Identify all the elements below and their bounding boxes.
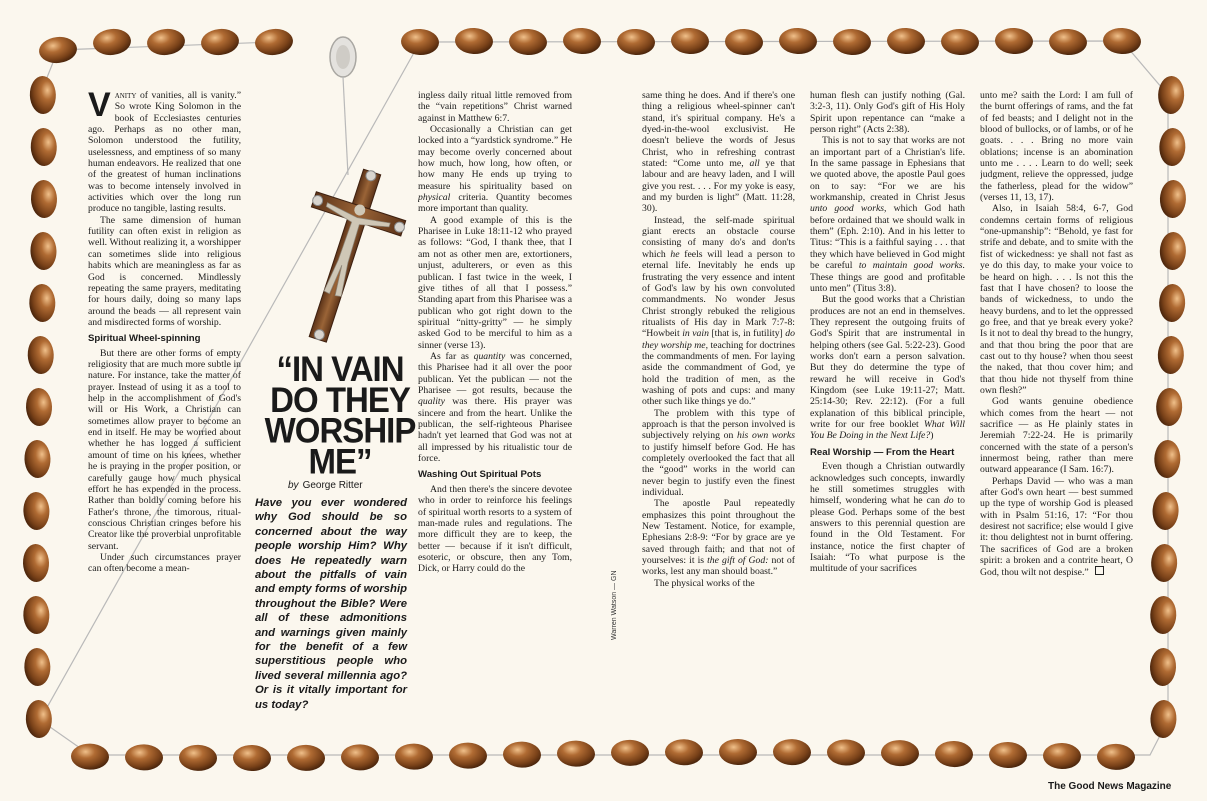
subheading: Real Worship — From the Heart bbox=[810, 446, 955, 458]
text-column-5 bbox=[980, 90, 1133, 725]
rosary-bead bbox=[827, 739, 866, 766]
rosary-bead bbox=[616, 28, 655, 56]
rosary-bead bbox=[27, 336, 54, 375]
rosary-bead bbox=[665, 739, 704, 766]
rosary-bead bbox=[449, 742, 488, 769]
paragraph: human flesh can justify nothing (Gal. 3:2-3, 11). Only God's gift of His Holy Spirit upon repentance can “make a person right” (Acts 2:38). bbox=[810, 90, 965, 136]
rosary-bead bbox=[1159, 232, 1186, 271]
rosary-bead bbox=[30, 128, 57, 167]
rosary-bead bbox=[71, 743, 110, 770]
rosary-medal-icon bbox=[330, 37, 356, 77]
rosary-bead bbox=[1157, 76, 1184, 115]
subheading: Spiritual Wheel-spinning bbox=[88, 333, 201, 345]
paragraph: Also, in Isaiah 58:4, 6-7, God condemns certain forms of religious “one-upmanship”: “Behold, ye fast for strife and debate, and to smite with the fist of wickedness: ye shall not fast as ye do this day, to make your voice to be heard on high. . . . Is not this the fast that I have chosen? to loose the bands of wickedness, to undo the heavy burdens, and to let the oppressed go free, and that ye break every yoke? Is it not to deal thy bread to the hungry, and that thou bring the poor that are cast out to thy house? when thou seest the naked, that thou cover him; and that thou hide not thyself from thine own flesh?” bbox=[980, 203, 1133, 396]
paragraph: This is not to say that works are not an important part of a Christian's life. In the same passage in Ephesians that we quoted above, the apostle Paul goes on to say: “For we are his workmanship, created in Christ Jesus unto good works, which God hath before ordained that we should walk in them” (Eph. 2:10). And in his letter to Titus: “This is a faithful saying . . . that they which have believed in God might be careful to maintain good works. These things are good and profitable unto men” (Titus 3:8). bbox=[810, 135, 965, 294]
paragraph: Perhaps David — who was a man after God's own heart — best summed up the type of worship God is pleased with in Psalm 51:16, 17: “For thou desirest not sacrifice; else would I give it: thou delightest not in burnt offering. The sacrifices of God are a broken spirit: a broken and a contrite heart, O God, thou wilt not despise.” bbox=[980, 475, 1133, 579]
paragraph: same thing he does. And if there's one thing a religious wheel-spinner can't stand, it's spiritual company. He's a dyed-in-the-wool exclusivist. He doesn't believe the words of Jesus Christ, who in refreshing contrast stated: “Come unto me, all ye that labour and are heavy laden, and I will give you rest. . . . For my yoke is easy, and my burden is light” (Matt. 11:28, 30). bbox=[642, 90, 795, 215]
paragraph: Occasionally a Christian can get locked into a “yardstick syndrome.” He may become overly concerned about how much, how long, how often, or how many He ends up trying to measure his spirituality based on physical criteria. Quantity becomes more important than quality. bbox=[418, 124, 572, 215]
paragraph: ingless daily ritual little removed from the “vain repetitions” Christ warned against in Matthew 6:7. bbox=[418, 90, 572, 124]
rosary-bead bbox=[1159, 180, 1186, 219]
rosary-bead bbox=[1102, 27, 1141, 55]
rosary-bead bbox=[1048, 28, 1087, 56]
crucifix-icon bbox=[272, 156, 418, 354]
rosary-bead bbox=[557, 740, 596, 767]
paragraph: unto me? saith the Lord: I am full of the burnt offerings of rams, and the fat of fed beasts; and I delight not in the blood of bullocks, or of lambs, or of he goats. . . . Bring no more vain oblations; incense is an abomination unto me . . . . Learn to do well; seek judgment, relieve the oppressed, judge the fatherless, plead for the widow” (verses 11, 13, 17). bbox=[980, 90, 1133, 204]
rosary-bead bbox=[92, 27, 133, 57]
rosary-bead bbox=[881, 740, 920, 767]
rosary-bead bbox=[935, 740, 974, 767]
rosary-bead bbox=[773, 738, 812, 765]
text-column-2 bbox=[418, 90, 572, 720]
rosary-bead bbox=[1150, 544, 1177, 583]
rosary-bead bbox=[1097, 743, 1136, 770]
paragraph: Even though a Christian outwardly acknowledges such concepts, inwardly he still sometimes struggles with himself, wondering what he can do to please God. Perhaps some of the best answers to this perennial question are found in the Old Testament. For instance, notice the first chapter of Isaiah: “To what purpose is the multitude of your sacrifices bbox=[810, 461, 965, 575]
paragraph: The apostle Paul repeatedly emphasizes this point throughout the New Testament. Notice, for example, Ephesians 2:8-9: “For by grace are ye saved through faith; and that not of yourselves: it is the gift of God: not of works, lest any man should boast.” bbox=[642, 498, 795, 578]
rosary-bead bbox=[886, 27, 925, 55]
rosary-bead bbox=[778, 27, 817, 55]
rosary-bead bbox=[508, 28, 547, 56]
rosary-bead bbox=[1158, 284, 1185, 323]
paragraph: The same dimension of human futility can often exist in religion as well. Without realizing it, a worshipper can sometimes slide into religious habits which are meaningless as far as God is concerned. Mindlessly repeating the same prayers, meditating for hours daily, doing so many laps around the beads — all represent vain and misdirected forms of worship. bbox=[88, 214, 241, 328]
paragraph: The problem with this type of approach is that the person involved is subjectively relying on his own works to justify himself before God. He has completely overlooked the fact that all the “good” works in the world can never begin to justify even the finest individual. bbox=[642, 407, 795, 499]
rosary-bead bbox=[146, 27, 187, 57]
rosary-bead bbox=[989, 741, 1028, 768]
text-column-4 bbox=[810, 90, 965, 725]
rosary-bead bbox=[341, 744, 380, 771]
rosary-bead bbox=[38, 35, 79, 65]
rosary-bead bbox=[670, 27, 709, 55]
photo-credit: Warren Watson — GN bbox=[611, 570, 618, 640]
rosary-bead bbox=[23, 492, 50, 531]
drop-cap: V bbox=[88, 90, 111, 124]
rosary-bead bbox=[400, 28, 439, 56]
rosary-bead bbox=[1150, 700, 1177, 739]
end-mark-icon bbox=[1095, 566, 1104, 575]
rosary-bead bbox=[254, 27, 295, 57]
paragraph: But there are other forms of empty religiosity that are much more subtle in nature. For instance, take the matter of prayer. Instead of using it as a tool to help in the accomplishment of God's will or His Work, a Christian can sometimes allow prayer to become an end in itself. He may be worried about whether he has logged a sufficient amount of time on his knees, whether he is praying in the proper position, or carefully gauge how much physical effort he has expended in the process. Rather than boldly coming before his Father's throne, the timorous, ritual-conscious Christian cringes before his Creator like the proverbial unprofitable servant. bbox=[88, 347, 241, 552]
rosary-bead bbox=[562, 27, 601, 55]
rosary-bead bbox=[22, 544, 49, 583]
text-column-1 bbox=[88, 90, 241, 720]
rosary-bead bbox=[30, 180, 57, 219]
rosary-bead bbox=[1154, 440, 1181, 479]
paragraph: As far as quantity was concerned, this Pharisee had it all over the poor publican. Yet the publican — not the Pharisee — got results, because the quality was there. His prayer was sincere and from the heart. Unlike the publican, the self-righteous Pharisee hadn't yet learned that God was not at all impressed by his ritualistic tour de force. bbox=[418, 350, 572, 464]
rosary-bead bbox=[24, 440, 51, 479]
article-deck: Have you ever wondered why God should be so concerned about the way people worship Him? Why does He repeatedly warn about the pitfalls of vain and empty forms of worship throughout the Bible? Were all of these admonitions and warnings given mainly for the benefit of a few superstitious people who lived several millennia ago? Or is it vitally important for us today? bbox=[255, 497, 407, 711]
article-title: “IN VAIN DO THEY WORSHIP ME” bbox=[264, 349, 416, 481]
paragraph: God wants genuine obedience which comes from the heart — not sacrifice — as He plainly states in Jeremiah 7:22-24. He is primarily concerned with the state of a person's innermost being, rather than mere outward appearance (I Sam. 16:7). bbox=[980, 396, 1133, 476]
text-column-3 bbox=[642, 90, 795, 725]
magazine-name: The Good News Magazine bbox=[1048, 781, 1172, 792]
rosary-bead bbox=[1159, 128, 1186, 167]
rosary-bead bbox=[724, 28, 763, 56]
rosary-bead bbox=[200, 27, 241, 57]
subheading: Washing Out Spiritual Pots bbox=[418, 469, 542, 481]
rosary-bead bbox=[454, 27, 493, 55]
rosary-bead bbox=[29, 76, 56, 115]
author-name: George Ritter bbox=[302, 480, 363, 491]
paragraph: And then there's the sincere devotee who in order to reinforce his feelings of spiritual worth resorts to a system of man-made rules and regulations. The more difficult they are to keep, the better — because if it isn't difficult, esoteric, or obscure, then any Tom, Dick, or Harry could do the bbox=[418, 483, 572, 575]
rosary-bead bbox=[287, 744, 326, 771]
rosary-bead bbox=[29, 284, 56, 323]
rosary-bead bbox=[24, 648, 51, 687]
rosary-bead bbox=[23, 596, 50, 635]
paragraph: But the good works that a Christian produces are not an end in themselves. They represent the outgoing fruits of God's Spirit that are instrumental in helping others (see Gal. 5:22-23). Good works don't earn a person salvation. But they do determine the type of reward he will receive in God's Kingdom (see Luke 19:11-27; Matt. 25:14-30; Rev. 22:12). (For a full explanation of this biblical principle, write for our free booklet What Will You Be Doing in the Next Life?) bbox=[810, 294, 965, 442]
rosary-bead bbox=[25, 388, 52, 427]
rosary-bead bbox=[125, 744, 164, 771]
rosary-bead bbox=[1152, 492, 1179, 531]
rosary-bead bbox=[395, 743, 434, 770]
rosary-bead bbox=[611, 739, 650, 766]
paragraph: The physical works of the bbox=[654, 577, 755, 589]
rosary-bead bbox=[940, 28, 979, 56]
rosary-bead bbox=[719, 738, 758, 765]
rosary-bead bbox=[832, 28, 871, 56]
paragraph: Under such circumstances prayer can often become a mean- bbox=[88, 551, 241, 575]
rosary-bead bbox=[994, 27, 1033, 55]
rosary-bead bbox=[233, 744, 272, 771]
paragraph: Instead, the self-made spiritual giant erects an obstacle course consisting of many do's and don'ts which he feels will lead a person to eternal life. Inevitably he ends up frustrating the very essence and intent of God's law by his own convoluted commandments. No wonder Jesus Christ strongly rebuked the religious ritualists of His day in Mark 7:7-8: “Howbeit in vain [that is, in futility] do they worship me, teaching for doctrines the commandments of men. For laying aside the commandment of God, ye hold the tradition of men, as the washing of pots and cups: and many other such like things ye do.” bbox=[642, 214, 795, 408]
rosary-bead bbox=[179, 744, 218, 771]
rosary-bead bbox=[1043, 742, 1082, 769]
rosary-bead bbox=[503, 741, 542, 768]
rosary-bead bbox=[1156, 388, 1183, 427]
rosary-bead bbox=[1149, 648, 1176, 687]
rosary-bead bbox=[1157, 336, 1184, 375]
byline: by George Ritter bbox=[288, 480, 363, 491]
rosary-bead bbox=[30, 232, 57, 271]
opening-paragraph: Vanity of vanities, all is vanity.” So wrote King Solomon in the book of Ecclesiastes centuries ago. Perhaps as no other man, Solomon understood the futility, uselessness, and emptiness of so many human endeavors. He realized that one of the greatest of human inclinations was to become intensely involved in activities which over the long run produce no tangible, lasting results. bbox=[88, 90, 241, 215]
paragraph: A good example of this is the Pharisee in Luke 18:11-12 who prayed as follows: “God, I thank thee, that I am not as other men are, extortioners, unjust, adulterers, or even as this publican. I fast twice in the week, I give tithes of all that I possess.” Standing apart from this Pharisee was a publican who got right down to the spiritual “nitty-gritty” — he simply asked God to be merciful to him as a sinner (verse 13). bbox=[418, 214, 572, 351]
rosary-bead bbox=[1150, 596, 1177, 635]
